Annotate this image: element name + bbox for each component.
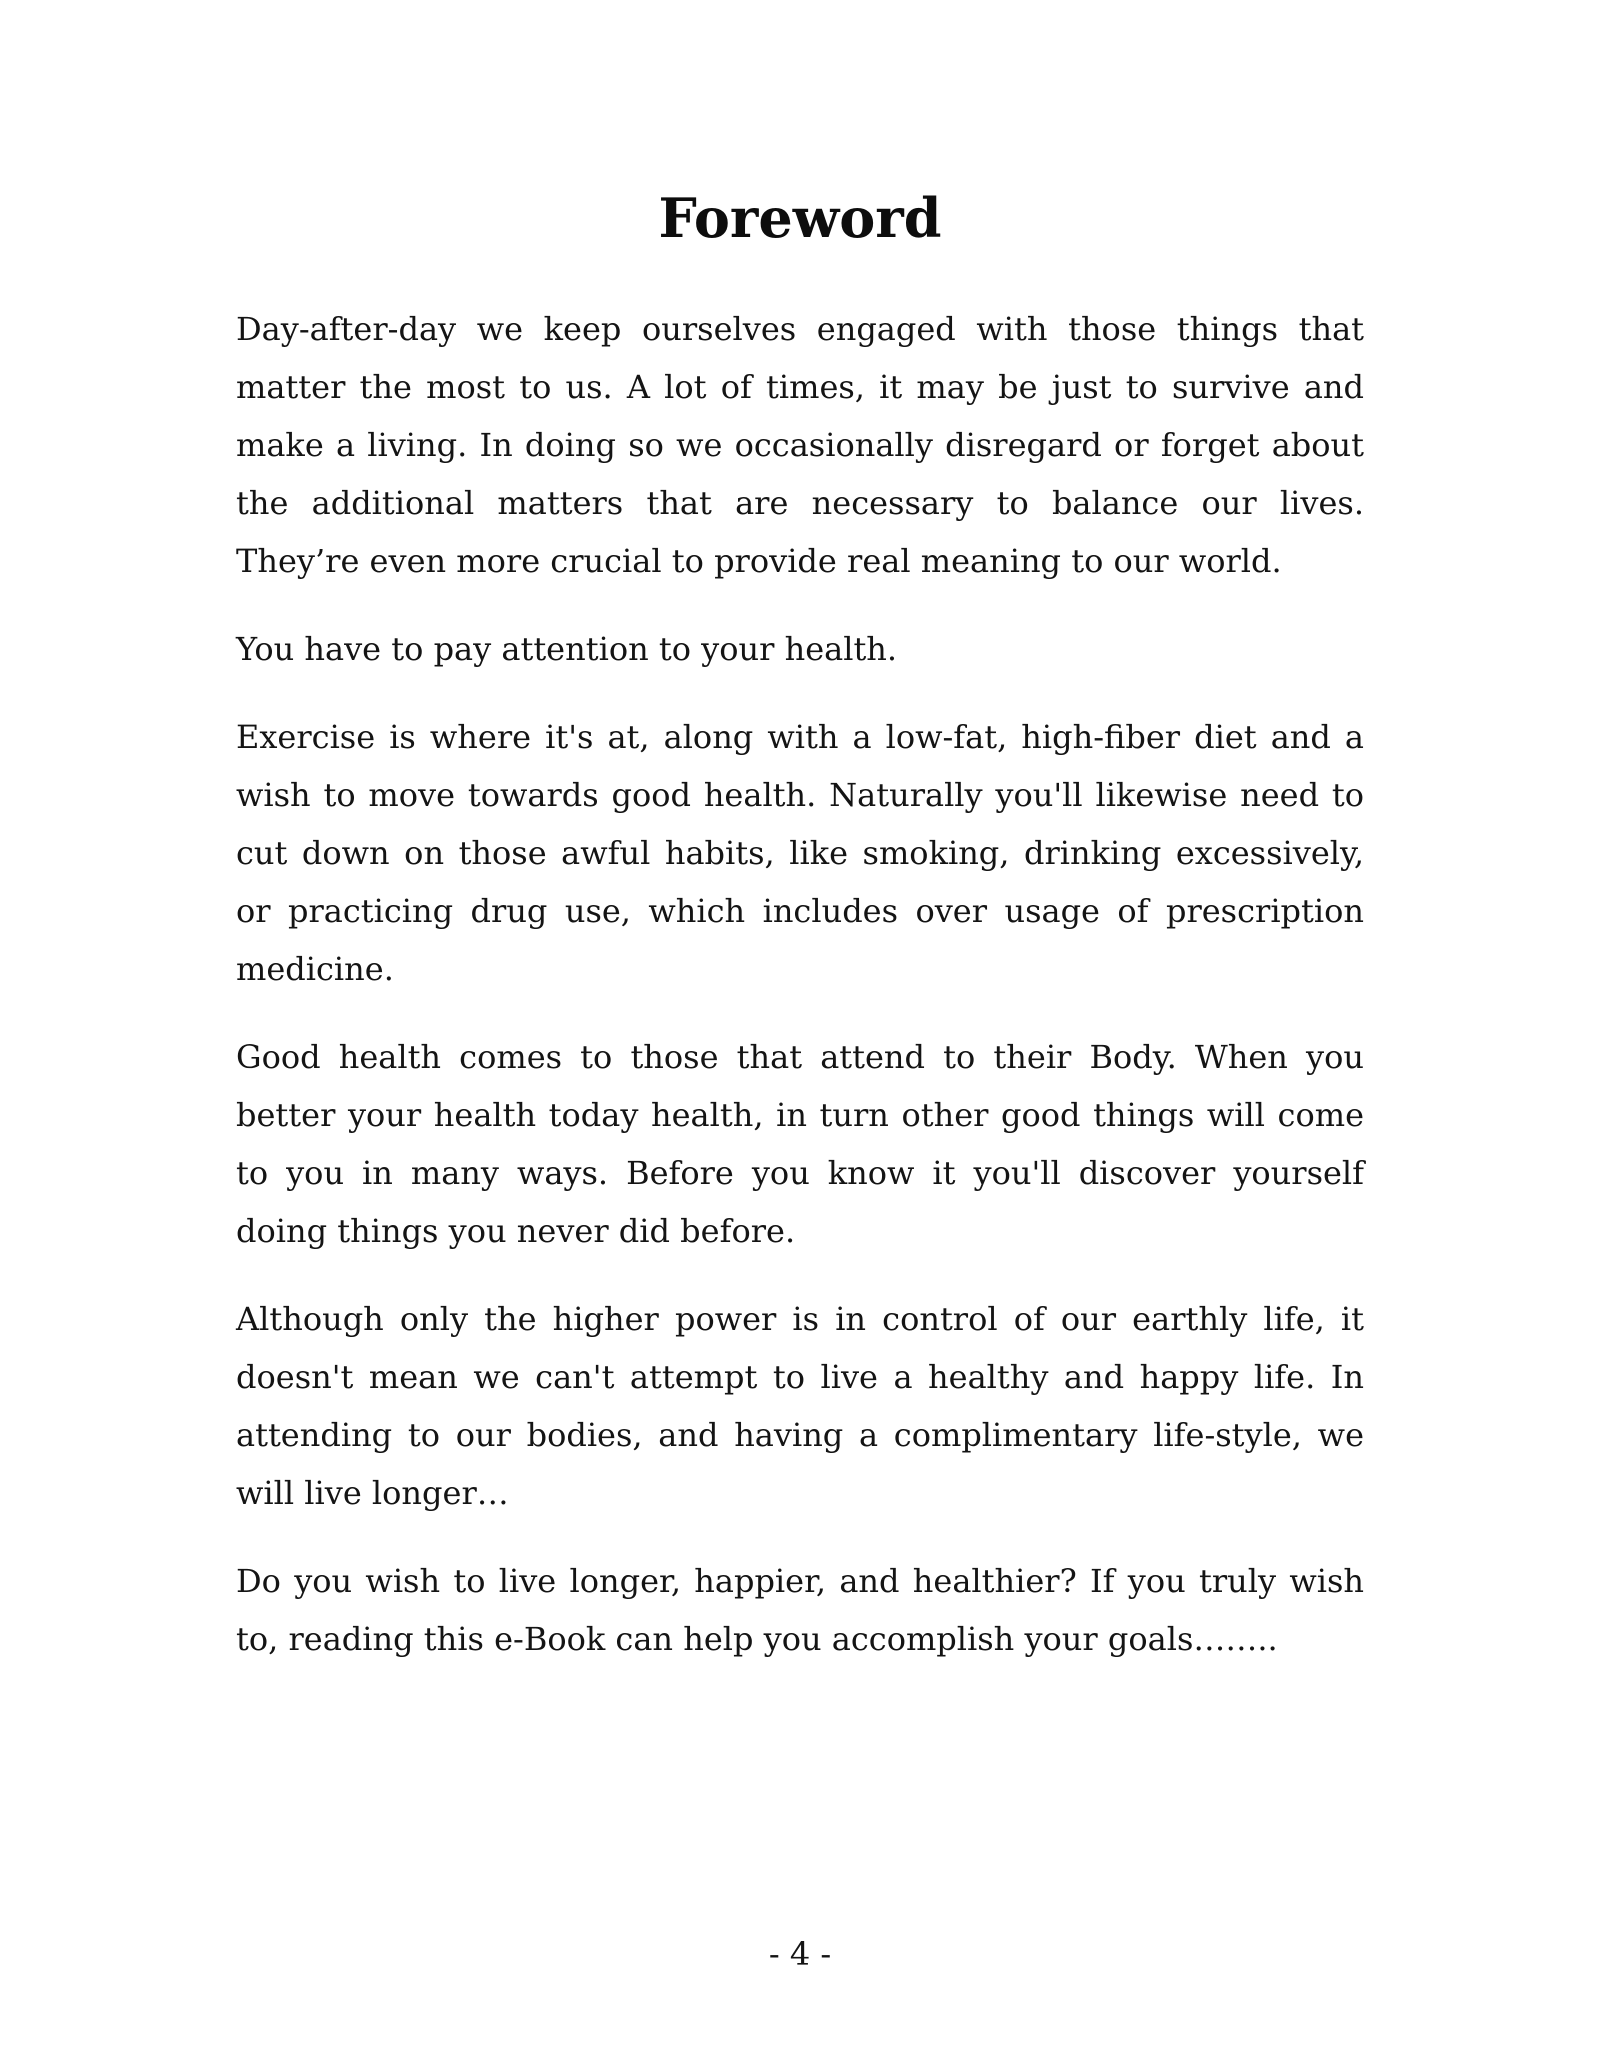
- foreword-body: [236, 300, 1364, 1698]
- paragraph-2: You have to pay attention to your health.: [236, 630, 898, 668]
- paragraph-1: Day-after-day we keep ourselves engaged with those things that matter the most to us. A lot of times, it may be just to survive and make a living. In doing so we occasionally disregard or forget about the additional matters that are necessary to balance our lives. They’re even more crucial to provide real meaning to our world.: [236, 310, 1364, 580]
- paragraph-3: Exercise is where it's at, along with a low-fat, high-fiber diet and a wish to move towards good health. Naturally you'll likewise need to cut down on those awful habits, like smoking, drinking excessively, or practicing drug use, which includes over usage of prescription medicine.: [236, 718, 1364, 988]
- paragraph-5: Although only the higher power is in control of our earthly life, it doesn't mean we can't attempt to live a healthy and happy life. In attending to our bodies, and having a complimentary life-style, we will live longer…: [236, 1300, 1364, 1512]
- paragraph-6: Do you wish to live longer, happier, and healthier? If you truly wish to, reading this e-Book can help you accomplish your goals……..: [236, 1562, 1364, 1658]
- page-number: - 4 -: [768, 1935, 832, 1973]
- paragraph-4: Good health comes to those that attend to their Body. When you better your health today health, in turn other good things will come to you in many ways. Before you know it you'll discover yourself doing things you never did before.: [236, 1038, 1364, 1250]
- page-title: Foreword: [658, 186, 942, 250]
